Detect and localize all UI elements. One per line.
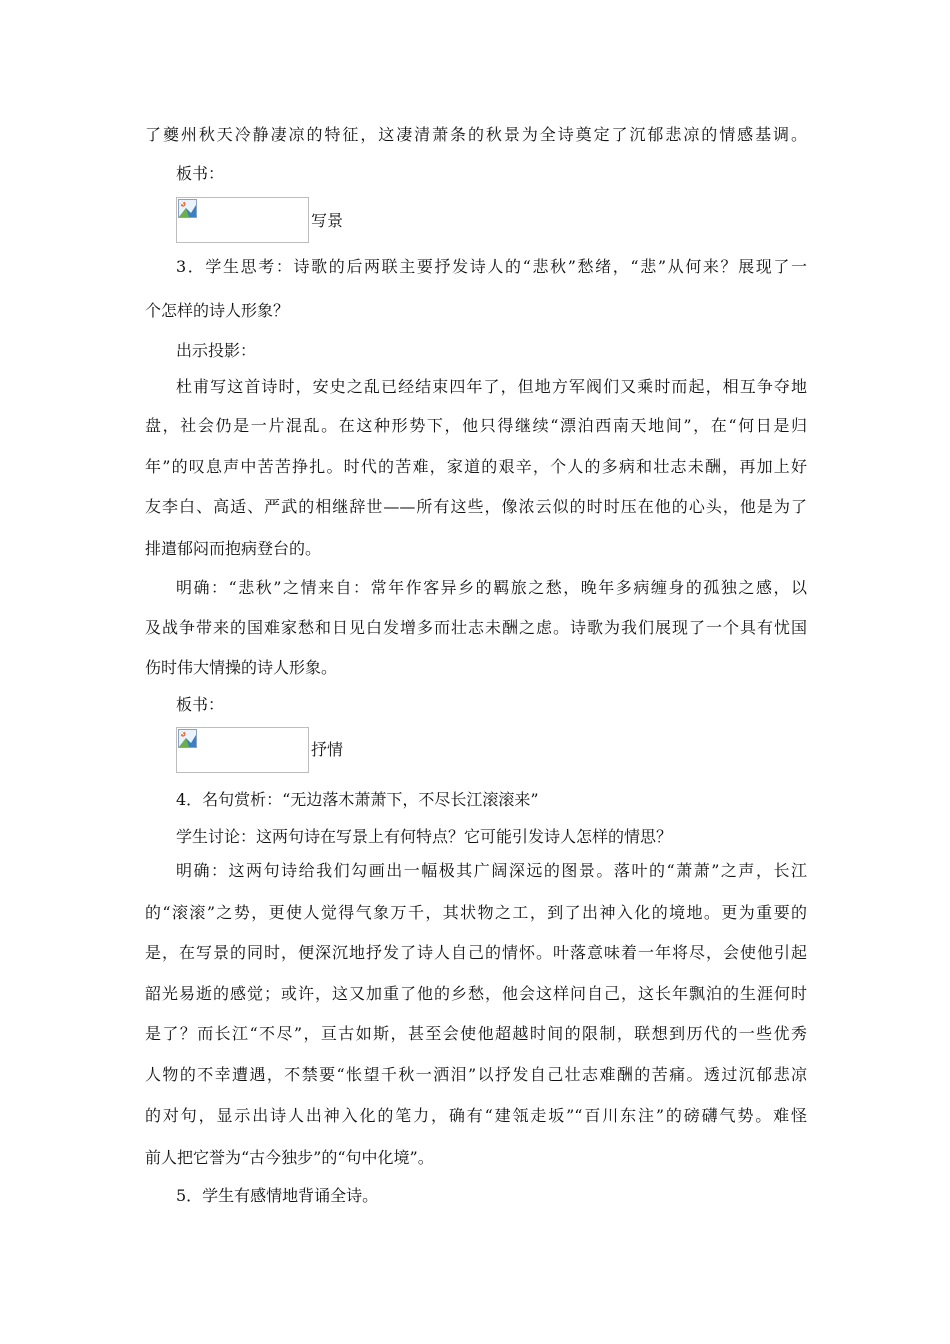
paragraph-line: 及战争带来的国难家愁和日见白发增多而壮志未酬之虑。诗歌为我们展现了一个具有忧国 xyxy=(145,618,807,637)
paragraph-line: 人物的不幸遭遇，不禁要“怅望千秋一洒泪”以抒发自己壮志难酬的苦痛。透过沉郁悲凉 xyxy=(145,1065,807,1084)
paragraph-line: 了夔州秋天冷静凄凉的特征，这凄清萧条的秋景为全诗奠定了沉郁悲凉的情感基调。 xyxy=(145,125,807,144)
paragraph-line: 明确：“悲秋”之情来自：常年作客异乡的羁旅之愁，晚年多病缠身的孤独之感，以 xyxy=(176,578,807,597)
board-label: 板书： xyxy=(176,164,225,183)
paragraph-line: 友李白、高适、严武的相继辞世——所有这些，像浓云似的时时压在他的心头，他是为了 xyxy=(145,497,807,516)
paragraph-line: 出示投影： xyxy=(176,341,257,360)
image-placeholder xyxy=(176,197,309,243)
paragraph-line: 前人把它誉为“古今独步”的“句中化境”。 xyxy=(145,1148,434,1167)
figure-caption: 写景 xyxy=(311,211,344,230)
paragraph-line: 5．学生有感情地背诵全诗。 xyxy=(176,1186,379,1205)
paragraph-line: 明确：这两句诗给我们勾画出一幅极其广阔深远的图景。落叶的“萧萧”之声，长江 xyxy=(176,861,807,880)
paragraph-line: 排遣郁闷而抱病登台的。 xyxy=(145,539,322,558)
paragraph-line: 是，在写景的同时，便深沉地抒发了诗人自己的情怀。叶落意味着一年将尽，会使他引起 xyxy=(145,943,807,962)
paragraph-line: 伤时伟大情操的诗人形象。 xyxy=(145,658,338,677)
board-label: 板书： xyxy=(176,695,225,714)
paragraph-line: 学生讨论：这两句诗在写景上有何特点？它可能引发诗人怎样的情思？ xyxy=(176,827,673,846)
paragraph-line: 4．名句赏析：“无边落木萧萧下，不尽长江滚滚来” xyxy=(176,790,539,809)
broken-image-icon xyxy=(178,729,197,748)
paragraph-line: 韶光易逝的感觉；或许，这又加重了他的乡愁，他会这样问自己，这长年飘泊的生涯何时 xyxy=(145,984,807,1003)
paragraph-line: 的对句，显示出诗人出神入化的笔力，确有“建瓴走坂”“百川东注”的磅礴气势。难怪 xyxy=(145,1106,807,1125)
figure-caption: 抒情 xyxy=(311,740,344,759)
paragraph-line: 的“滚滚”之势，更使人觉得气象万千，其状物之工，到了出神入化的境地。更为重要的 xyxy=(145,903,807,922)
paragraph-line: 3．学生思考：诗歌的后两联主要抒发诗人的“悲秋”愁绪，“悲”从何来？展现了一 xyxy=(176,257,807,276)
paragraph-line: 个怎样的诗人形象？ xyxy=(145,301,290,320)
broken-image-icon xyxy=(178,199,197,218)
paragraph-line: 盘，社会仍是一片混乱。在这种形势下，他只得继续“漂泊西南天地间”，在“何日是归 xyxy=(145,416,807,435)
image-placeholder xyxy=(176,727,309,773)
paragraph-line: 是了？而长江“不尽”，亘古如斯，甚至会使他超越时间的限制，联想到历代的一些优秀 xyxy=(145,1024,807,1043)
paragraph-line: 杜甫写这首诗时，安史之乱已经结束四年了，但地方军阀们又乘时而起，相互争夺地 xyxy=(176,377,807,396)
paragraph-line: 年”的叹息声中苦苦挣扎。时代的苦难，家道的艰辛，个人的多病和壮志未酬，再加上好 xyxy=(145,457,807,476)
